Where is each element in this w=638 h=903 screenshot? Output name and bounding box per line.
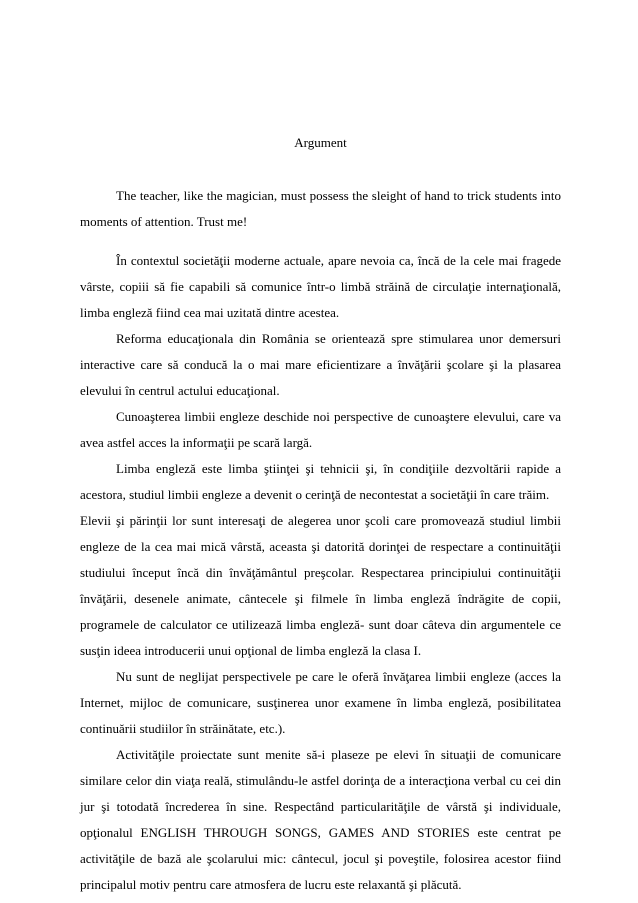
paragraph-context: În contextul societăţii moderne actuale, apare nevoia ca, încă de la cele mai fragede vârste, copiii să fie capabili să comunice într-o limbă străină de circulaţie internaţională, limba engleză fiind cea mai uzitată dintre acestea. bbox=[80, 253, 561, 320]
paragraph-knowledge: Cunoaşterea limbii engleze deschide noi perspective de cunoaştere elevului, care va avea astfel acces la informaţii pe scară largă. bbox=[80, 409, 561, 450]
document-page bbox=[80, 130, 561, 898]
paragraph-parents: Elevii şi părinţii lor sunt interesaţi de alegerea unor şcoli care promovează studiul limbii engleze de la cea mai mică vârstă, aceasta şi datorită dorinţei de respectare a continuităţii studiului început încă din învăţământul preşcolar. Respectarea principiului continuităţii învăţării, desenele animate, cântecele şi filmele în limba engleză îndrăgite de copii, programele de calculator ce utilizează limba engleză- sunt doar câteva din argumentele ce susţin ideea introducerii unui opţional de limba engleză la clasa I. bbox=[80, 513, 561, 658]
paragraph-science: Limba engleză este limba ştiinţei şi tehnicii şi, în condiţiile dezvoltării rapide a acestora, studiul limbii engleze a devenit o cerinţă de necontestat a societăţii în care trăim. bbox=[80, 461, 561, 502]
paragraph-activities: Activităţile proiectate sunt menite să-i plaseze pe elevi în situaţii de comunicare similare celor din viaţa reală, stimulându-le astfel dorinţa de a interacţiona verbal cu cei din jur şi totodată încrederea în sine. Respectând particularităţile de vârstă şi individuale, opţionalul ENGLISH THROUGH SONGS, GAMES AND STORIES este centrat pe activităţile de bază ale şcolarului mic: cântecul, jocul şi poveştile, folosirea acestor fiind principalul motiv pentru care atmosfera de lucru este relaxantă şi plăcută. bbox=[80, 747, 561, 892]
paragraph-reform: Reforma educaţionala din România se orientează spre stimularea unor demersuri interactive care să conducă la o mai mare eficientizare a învăţării şcolare şi la plasarea elevului în centrul actului educaţional. bbox=[80, 331, 561, 398]
paragraph-quote: The teacher, like the magician, must possess the sleight of hand to trick students into moments of attention. Trust me! bbox=[80, 188, 561, 229]
paragraph-perspectives: Nu sunt de neglijat perspectivele pe care le oferă învăţarea limbii engleze (acces la Internet, mijloc de comunicare, susţinerea unor examene în limba engleză, posibilitatea continuării studiilor în străinătate, etc.). bbox=[80, 669, 561, 736]
document-title: Argument bbox=[294, 135, 347, 150]
